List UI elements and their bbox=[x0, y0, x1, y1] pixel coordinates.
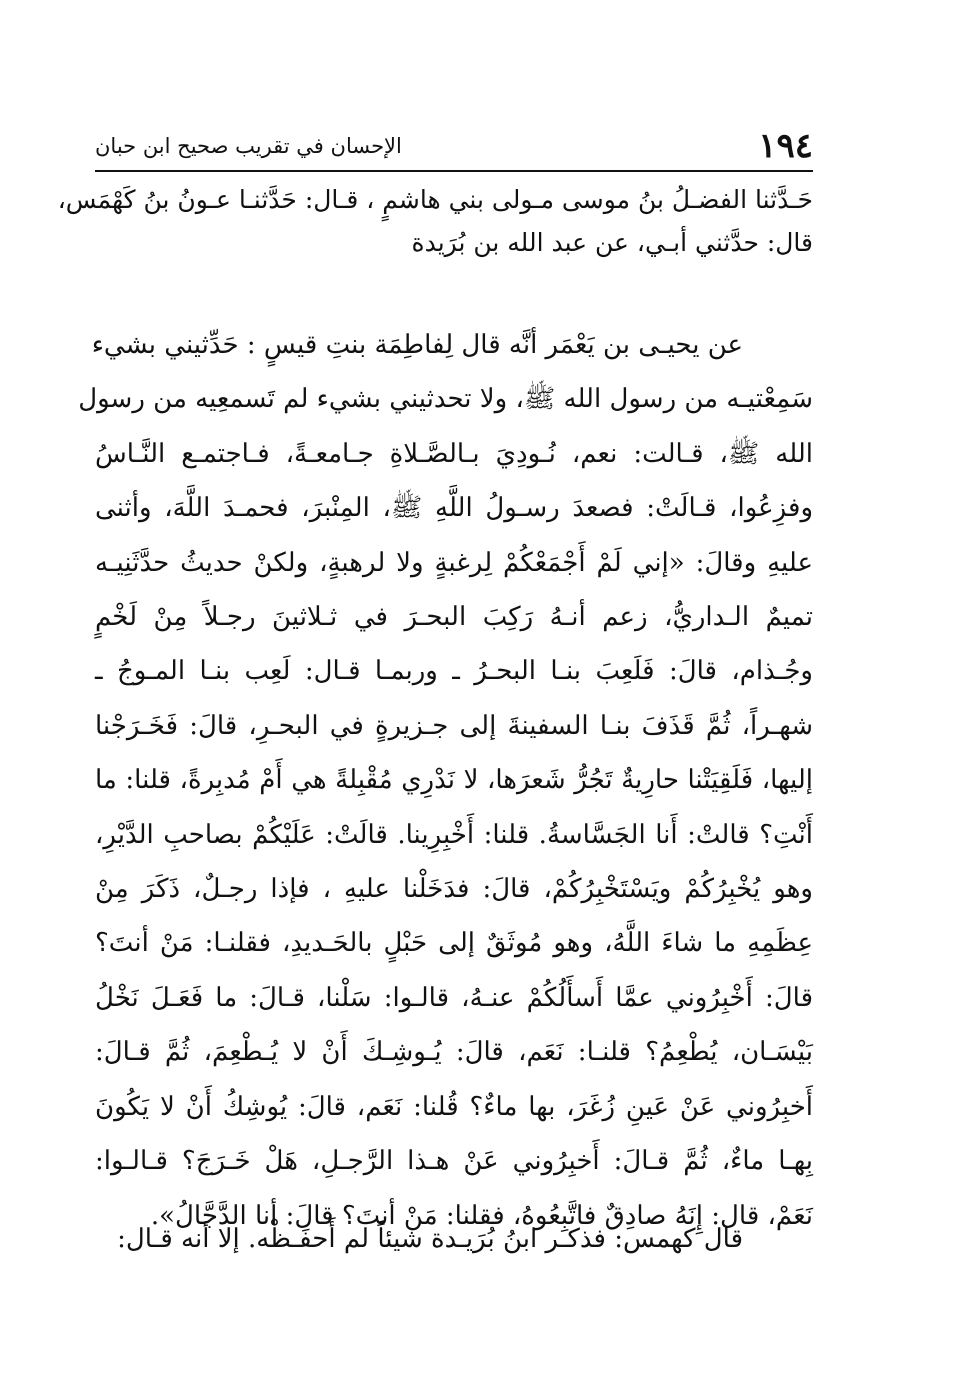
text-line: سَمِعْتيـه من رسول الله ﷺ، ولا تحدثيني بشيء لم تَسمعِيه من رسول bbox=[78, 384, 813, 415]
text-line: أَخبِرُوني عَنْ عَينِ زُغَرَ، بها ماءٌ؟ قُلنا: نَعَم، قالَ: يُوشِكُ أَنْ لا يَكُونَ bbox=[95, 1091, 813, 1122]
text-line: تميمٌ الـداريُّ، زعم أنـهُ رَكِبَ البحـرَ في ثـلاثينَ رجـلاً مِنْ لَخْمٍ bbox=[95, 602, 813, 633]
text-line: بَيْسَـان، يُطْعِمُ؟ قلنـا: نَعَم، قالَ: يُـوشِـكَ أَنْ لا يُـطْعِمَ، ثُمَّ قـالَ: bbox=[95, 1037, 813, 1068]
running-header bbox=[95, 122, 813, 172]
text-line: شهـراً، ثُمَّ قَذَفَ بنـا السفينةَ إلى جـزيرةٍ في البحـرِ، قالَ: فَخَـرَجْنا bbox=[95, 710, 813, 741]
text-line: وجُـذام، قالَ: فَلَعِبَ بنـا البحـرُ ـ وربمـا قـال: لَعِب بنـا المـوجُ ـ bbox=[95, 656, 813, 687]
text-line: بِهـا ماءٌ، ثُمَّ قـالَ: أَخبِرُوني عَنْ هـذا الرَّجـلِ، هَلْ خَـرَجَ؟ قـالـوا: bbox=[95, 1146, 813, 1177]
isnad-line: قال: حدَّثني أبـي، عن عبد الله بن بُرَيدة bbox=[411, 228, 813, 257]
text-line: وفزِعُوا، قـالَتْ: فصعدَ رسـولُ اللَّهِ ﷺ، المِنْبرَ، فحمـدَ اللَّهَ، وأثنى bbox=[95, 493, 813, 524]
text-line: وهو يُخْبِرُكُمْ ويَسْتَخْبِرُكُمْ، قالَ: فدَخَلْنا عليهِ ، فإذا رجـلٌ، ذَكَرَ مِنْ bbox=[95, 874, 813, 905]
closing-paragraph bbox=[95, 1212, 813, 1266]
isnad-line: حَـدَّثنا الفضـلُ بنُ موسى مـولى بني هاشمٍ ، قـال: حَدَّثنـا عـونُ بنُ كَهْمَس، bbox=[57, 185, 813, 214]
text-line: قال كهمس: فذكـر ابنُ بُرَيـدة شيئاً لم أَحفَـظْه. إلا أنه قـال: bbox=[117, 1224, 743, 1254]
header-divider bbox=[95, 170, 813, 172]
text-line: عن يحيـى بن يَعْمَر أنَّه قال لِفاطِمَة بنتِ قيسٍ : حَدِّثيني بشيء bbox=[91, 330, 743, 360]
hadith-text bbox=[78, 318, 813, 1243]
text-line: عِظَمِهِ ما شاءَ اللَّهُ، وهو مُوثَقٌ إلى حَبْلٍ بالحَـديدِ، فقلنـا: مَنْ أنتَ؟ bbox=[95, 928, 813, 959]
text-line: أَنْتِ؟ قالتْ: أَنا الجَسَّاسةُ. قلنا: أَخْبِرِينا. قالَتْ: عَلَيْكُمْ بصاحبِ الدَّيْرِ، bbox=[95, 819, 813, 850]
text-line: عليهِ وقالَ: «إني لَمْ أَجْمَعْكُمْ لِرغبةٍ ولا لرهبةٍ، ولكنْ حديثُ حدَّثَنِيـه bbox=[95, 547, 813, 578]
text-line: نَعَمْ، قال: إِنَهُ صادِقٌ فاتَّبِعُوهُ، فقلنا: مَنْ أنتَ؟ قالَ: أنا الدَّجَّالُ». bbox=[150, 1200, 813, 1231]
chain-of-narration bbox=[57, 178, 813, 264]
book-title: الإحسان في تقريب صحيح ابن حبان bbox=[95, 134, 402, 158]
text-line: قالَ: أَخْبِرُوني عمَّا أَسأَلُكُمْ عنـهُ، قالـوا: سَلْنا، قـالَ: ما فَعَـلَ نَخْلُ bbox=[95, 982, 813, 1013]
text-line: الله ﷺ، قـالت: نعم، نُـودِيَ بـالصَّـلاةِ جـامعـةً، فـاجتمـع النَّـاسُ bbox=[95, 438, 813, 469]
text-line: إليها، فَلَقِيَتْنا حارِيةٌ تَجُرُّ شَعرَها، لا نَدْرِي مُقْبِلةً هي أَمْ مُدبِرةً، قلنا: ما bbox=[95, 765, 813, 796]
page-number: ١٩٤ bbox=[758, 126, 813, 166]
